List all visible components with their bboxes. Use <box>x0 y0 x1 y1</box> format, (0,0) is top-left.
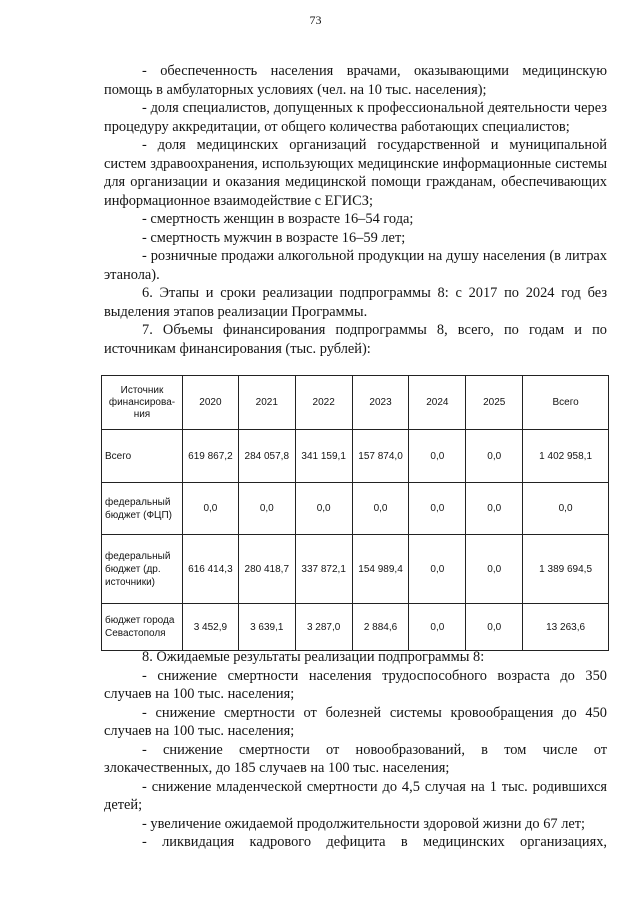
table-cell: 157 874,0 <box>352 430 409 483</box>
header-total: Всего <box>523 376 609 430</box>
table-header-row <box>102 376 609 430</box>
table-cell: 13 263,6 <box>523 604 609 651</box>
table-cell: 1 402 958,1 <box>523 430 609 483</box>
table-cell: 341 159,1 <box>295 430 352 483</box>
table-cell: 0,0 <box>409 483 466 535</box>
table-cell: 0,0 <box>466 604 523 651</box>
paragraph-infant-mortality: - снижение младенческой смертности до 4,5 случая на 1 тыс. родившихся детей; <box>104 778 607 813</box>
paragraph-alcohol: - розничные продажи алкогольной продукции на душу населения (в литрах этанола). <box>104 248 607 283</box>
row-source: федеральный бюджет (др. источники) <box>102 535 183 604</box>
table-row <box>102 483 609 535</box>
paragraph-funding: 7. Объемы финансирования подпрограммы 8, всего, по годам и по источникам финансирования (тыс. рублей): <box>104 322 607 357</box>
paragraph-working-age-mortality: - снижение смертности населения трудоспособного возраста до 350 случаев на 100 тыс. населения; <box>104 667 607 702</box>
top-text-block <box>104 62 607 358</box>
paragraph-stages: 6. Этапы и сроки реализации подпрограммы 8: с 2017 по 2024 год без выделения этапов реализации Программы. <box>104 285 607 320</box>
table-cell: 0,0 <box>352 483 409 535</box>
table-cell: 0,0 <box>409 604 466 651</box>
funding-table <box>101 375 609 651</box>
table-cell: 1 389 694,5 <box>523 535 609 604</box>
table-cell: 154 989,4 <box>352 535 409 604</box>
table-cell: 616 414,3 <box>182 535 238 604</box>
table-cell: 619 867,2 <box>182 430 238 483</box>
bottom-text-block <box>104 648 607 852</box>
table-cell: 0,0 <box>295 483 352 535</box>
table-cell: 0,0 <box>523 483 609 535</box>
table-cell: 2 884,6 <box>352 604 409 651</box>
paragraph-circulatory-mortality: - снижение смертности от болезней системы кровообращения до 450 случаев на 100 тыс. населения; <box>104 704 607 739</box>
paragraph-accreditation: - доля специалистов, допущенных к профессиональной деятельности через процедуру аккредитации, от общего количества работающих специалистов; <box>104 100 607 135</box>
paragraph-expected-results: 8. Ожидаемые результаты реализации подпрограммы 8: <box>142 649 485 665</box>
table-cell: 0,0 <box>466 483 523 535</box>
table-cell: 0,0 <box>409 430 466 483</box>
paragraph-men-mortality: - смертность мужчин в возрасте 16–59 лет; <box>142 229 406 246</box>
paragraph-women-mortality: - смертность женщин в возрасте 16–54 года; <box>142 211 414 227</box>
header-year: 2023 <box>352 376 409 430</box>
table-cell: 0,0 <box>466 430 523 483</box>
table-cell: 337 872,1 <box>295 535 352 604</box>
table-cell: 0,0 <box>466 535 523 604</box>
header-year: 2024 <box>409 376 466 430</box>
table-row <box>102 430 609 483</box>
table-cell: 280 418,7 <box>238 535 295 604</box>
paragraph-doctors: - обеспеченность населения врачами, оказывающими медицинскую помощь в амбулаторных условиях (чел. на 10 тыс. населения); <box>104 63 607 98</box>
paragraph-staff-deficit: - ликвидация кадрового дефицита в медицинских организациях, <box>142 834 607 850</box>
table-cell: 0,0 <box>182 483 238 535</box>
table-cell: 3 639,1 <box>238 604 295 651</box>
header-year: 2022 <box>295 376 352 430</box>
table-cell: 3 452,9 <box>182 604 238 651</box>
table-cell: 284 057,8 <box>238 430 295 483</box>
paragraph-med-orgs: - доля медицинских организаций государственной и муниципальной систем здравоохранения, использующих медицинские информационные системы для организации и оказания медицинской помощи гражданам, обеспечивающих информационное взаимодействие с ЕГИСЗ; <box>104 137 607 209</box>
paragraph-healthy-life: - увеличение ожидаемой продолжительности здоровой жизни до 67 лет; <box>142 815 586 832</box>
table-cell: 3 287,0 <box>295 604 352 651</box>
table-cell: 0,0 <box>409 535 466 604</box>
header-year: 2020 <box>182 376 238 430</box>
table-row <box>102 604 609 651</box>
table-cell: 0,0 <box>238 483 295 535</box>
row-source: Всего <box>102 430 183 483</box>
header-year: 2025 <box>466 376 523 430</box>
table-row <box>102 535 609 604</box>
header-year: 2021 <box>238 376 295 430</box>
row-source: федеральный бюджет (ФЦП) <box>102 483 183 535</box>
header-source: Источник финансирова-ния <box>102 376 183 430</box>
row-source: бюджет города Севастополя <box>102 604 183 651</box>
page-number: 73 <box>309 13 322 27</box>
paragraph-neoplasm-mortality: - снижение смертности от новообразований, в том числе от злокачественных, до 185 случаев на 100 тыс. населения; <box>104 741 607 776</box>
